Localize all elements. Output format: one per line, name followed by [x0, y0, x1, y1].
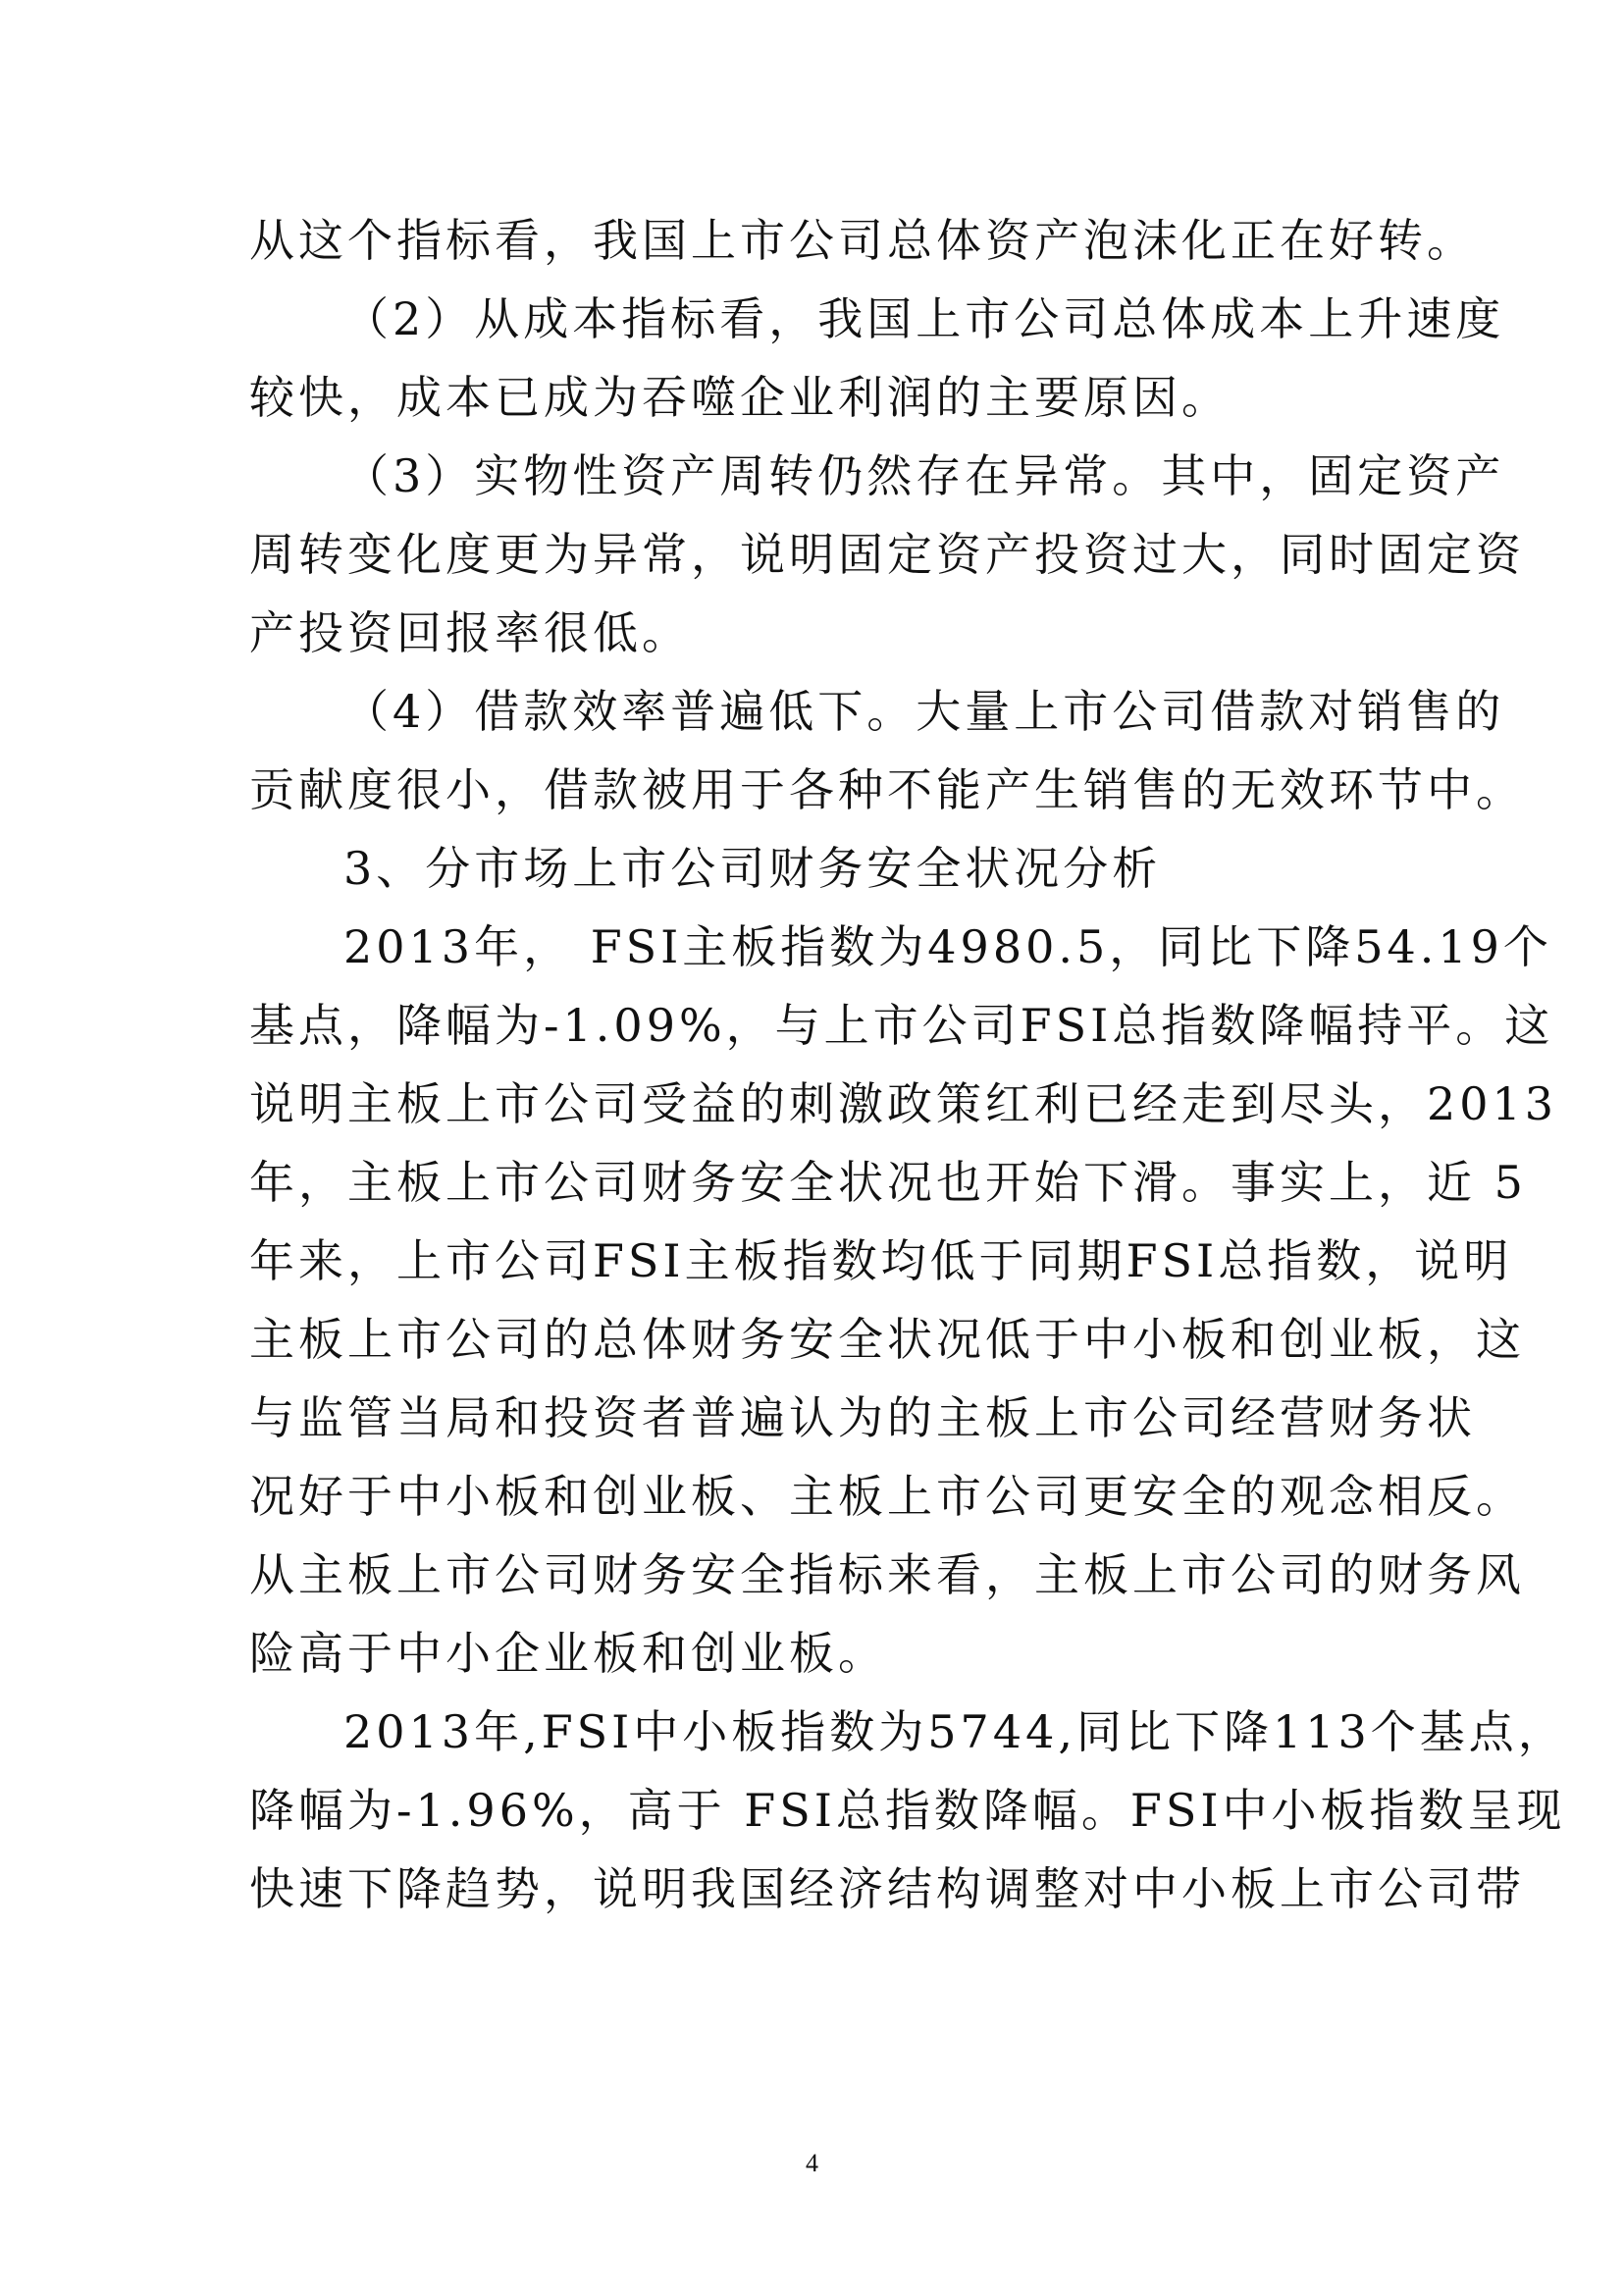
text-line: 基点，降幅为-1.09%，与上市公司FSI总指数降幅持平。这: [249, 999, 1554, 1052]
text-line: 与监管当局和投资者普遍认为的主板上市公司经营财务状: [249, 1391, 1476, 1444]
text-line: 贡献度很小，借款被用于各种不能产生销售的无效环节中。: [249, 763, 1525, 816]
text-line: 产投资回报率很低。: [249, 606, 691, 659]
text-line: （3）实物性资产周转仍然存在异常。其中，固定资产: [343, 449, 1505, 502]
page-number: 4: [806, 2149, 818, 2177]
text-line: 较快，成本已成为吞噬企业利润的主要原因。: [249, 371, 1231, 424]
text-line: 说明主板上市公司受益的刺激政策红利已经走到尽头，2013: [249, 1077, 1558, 1130]
text-line: 险高于中小企业板和创业板。: [249, 1627, 887, 1680]
text-line: 周转变化度更为异常，说明固定资产投资过大，同时固定资: [249, 528, 1525, 581]
text-line: 从主板上市公司财务安全指标来看，主板上市公司的财务风: [249, 1548, 1525, 1601]
body-text: [249, 201, 1567, 1928]
text-line: 快速下降趋势，说明我国经济结构调整对中小板上市公司带: [249, 1862, 1525, 1915]
text-line: 年来，上市公司FSI主板指数均低于同期FSI总指数，说明: [249, 1234, 1513, 1287]
text-line: （2）从成本指标看，我国上市公司总体成本上升速度: [343, 292, 1505, 345]
text-line: 从这个指标看，我国上市公司总体资产泡沫化正在好转。: [249, 214, 1476, 267]
text-line: 2013年， FSI主板指数为4980.5，同比下降54.19个: [343, 920, 1552, 973]
text-line: 主板上市公司的总体财务安全状况低于中小板和创业板，这: [249, 1313, 1525, 1366]
text-line: 2013年,FSI中小板指数为5744,同比下降113个基点，: [343, 1705, 1567, 1758]
text-line: 年，主板上市公司财务安全状况也开始下滑。事实上，近 5: [249, 1156, 1527, 1209]
text-line: （4）借款效率普遍低下。大量上市公司借款对销售的: [343, 685, 1505, 738]
text-line: 降幅为-1.96%，高于 FSI总指数降幅。FSI中小板指数呈现: [249, 1784, 1566, 1837]
text-line: 况好于中小板和创业板、主板上市公司更安全的观念相反。: [249, 1470, 1525, 1523]
section-heading: 3、分市场上市公司财务安全状况分析: [343, 842, 1162, 895]
